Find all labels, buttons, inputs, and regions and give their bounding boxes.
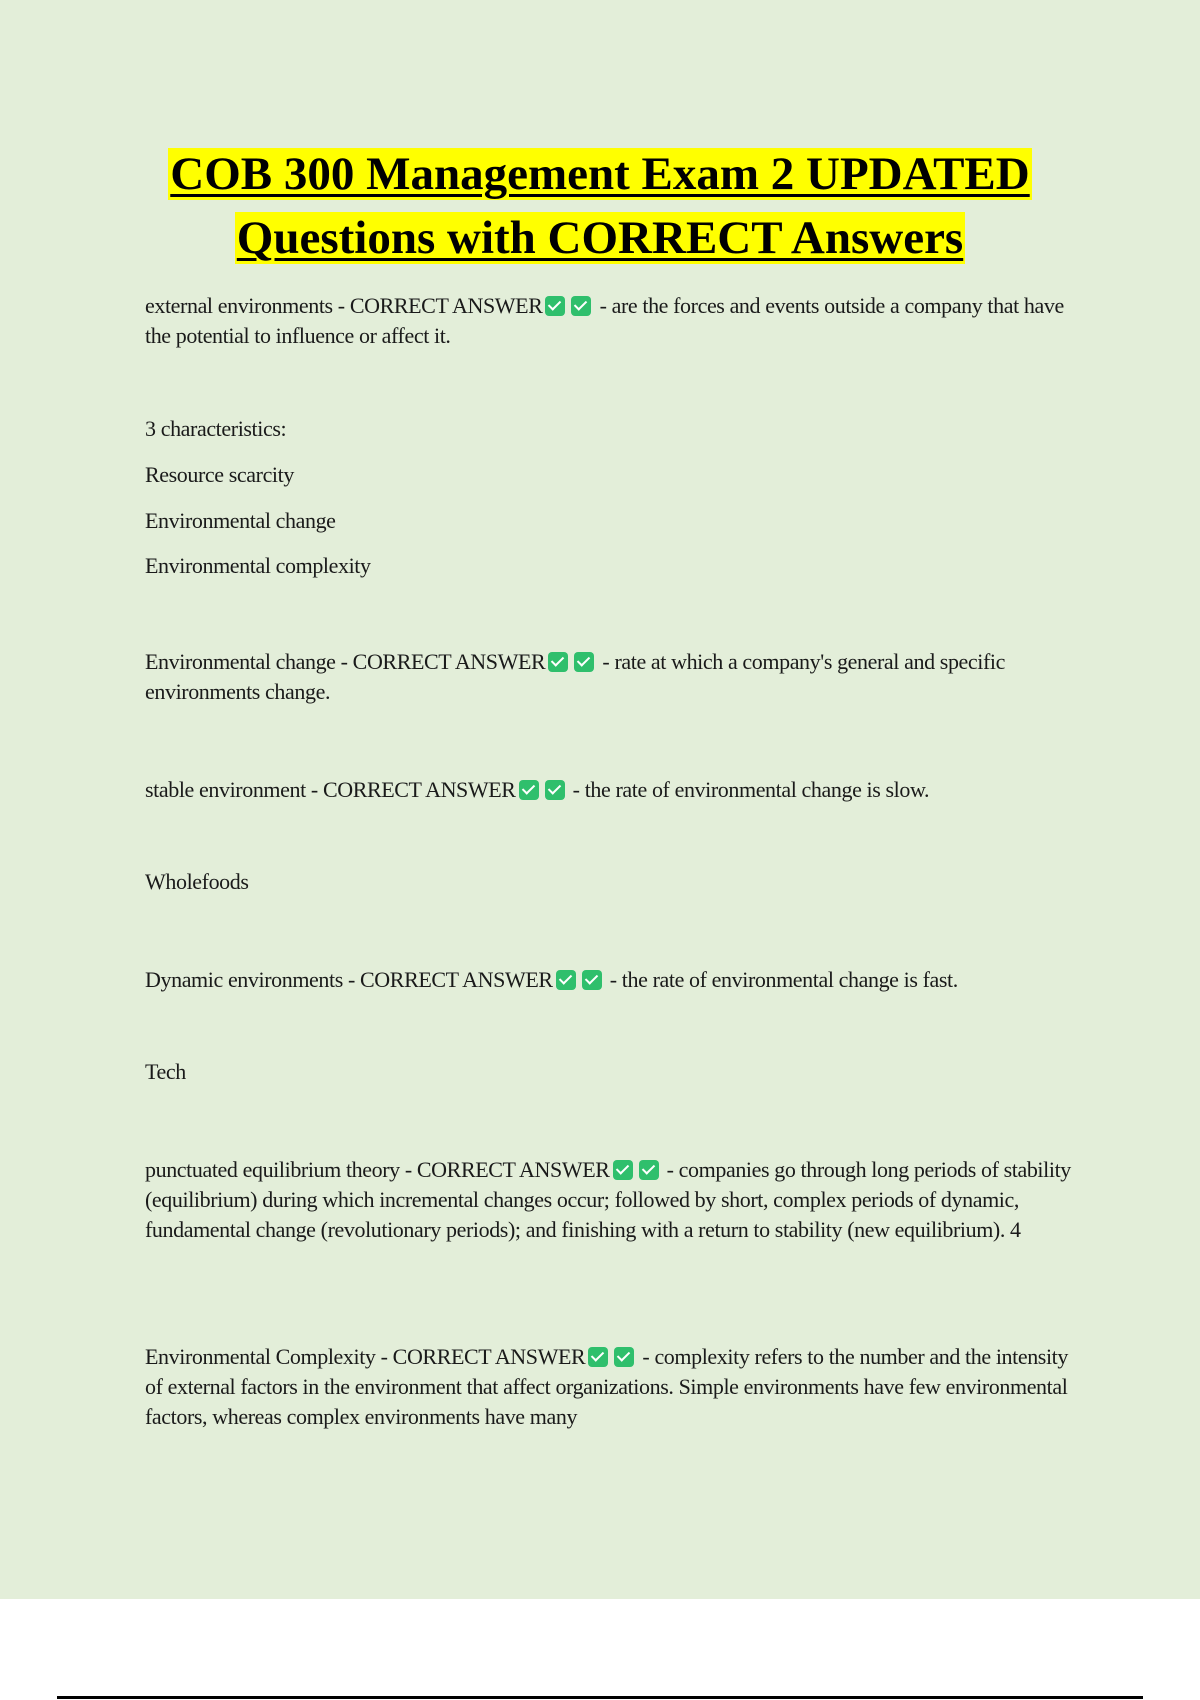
- characteristic-item: Resource scarcity: [145, 462, 294, 487]
- check-box-icon: [582, 970, 602, 990]
- document-title-line-2: Questions with CORRECT Answers: [236, 212, 964, 264]
- example-note: Wholefoods: [145, 869, 249, 894]
- check-box-icon: [571, 296, 591, 316]
- check-box-icon: [614, 1347, 634, 1367]
- characteristic-item: Environmental complexity: [145, 553, 371, 578]
- qa-entry: Environmental Complexity - CORRECT ANSWER - complexity refers to the number and the intensity of external factors in the environment that affect organizations. Simple environments have few environmental factors, whereas complex environments have many: [145, 1344, 1068, 1429]
- check-box-icon: [613, 1160, 633, 1180]
- check-box-icon: [545, 296, 565, 316]
- check-box-icon: [548, 652, 568, 672]
- qa-entry: Dynamic environments - CORRECT ANSWER - the rate of environmental change is fast.: [145, 967, 958, 992]
- qa-entry: stable environment - CORRECT ANSWER - the rate of environmental change is slow.: [145, 777, 930, 802]
- qa-entry: punctuated equilibrium theory - CORRECT ANSWER - companies go through long periods of stability (equilibrium) during which incremental changes occur; followed by short, complex periods of dynamic, fundamental change (revolutionary periods); and finishing with a return to stability (new equilibrium). 4: [145, 1157, 1071, 1242]
- check-box-icon: [639, 1160, 659, 1180]
- characteristic-item: Environmental change: [145, 508, 336, 533]
- document-title-line-1: COB 300 Management Exam 2 UPDATED: [170, 148, 1030, 200]
- check-box-icon: [574, 652, 594, 672]
- check-box-icon: [545, 780, 565, 800]
- qa-entry: Environmental change - CORRECT ANSWER - rate at which a company's general and specific environments change.: [145, 649, 1005, 704]
- example-note: Tech: [145, 1059, 186, 1084]
- check-box-icon: [556, 970, 576, 990]
- footer-divider: [57, 1696, 1143, 1699]
- check-box-icon: [588, 1347, 608, 1367]
- qa-entry: external environments - CORRECT ANSWER - are the forces and events outside a company that have the potential to influence or affect it.: [145, 293, 1064, 348]
- characteristics-heading: 3 characteristics:: [145, 416, 287, 441]
- check-box-icon: [519, 780, 539, 800]
